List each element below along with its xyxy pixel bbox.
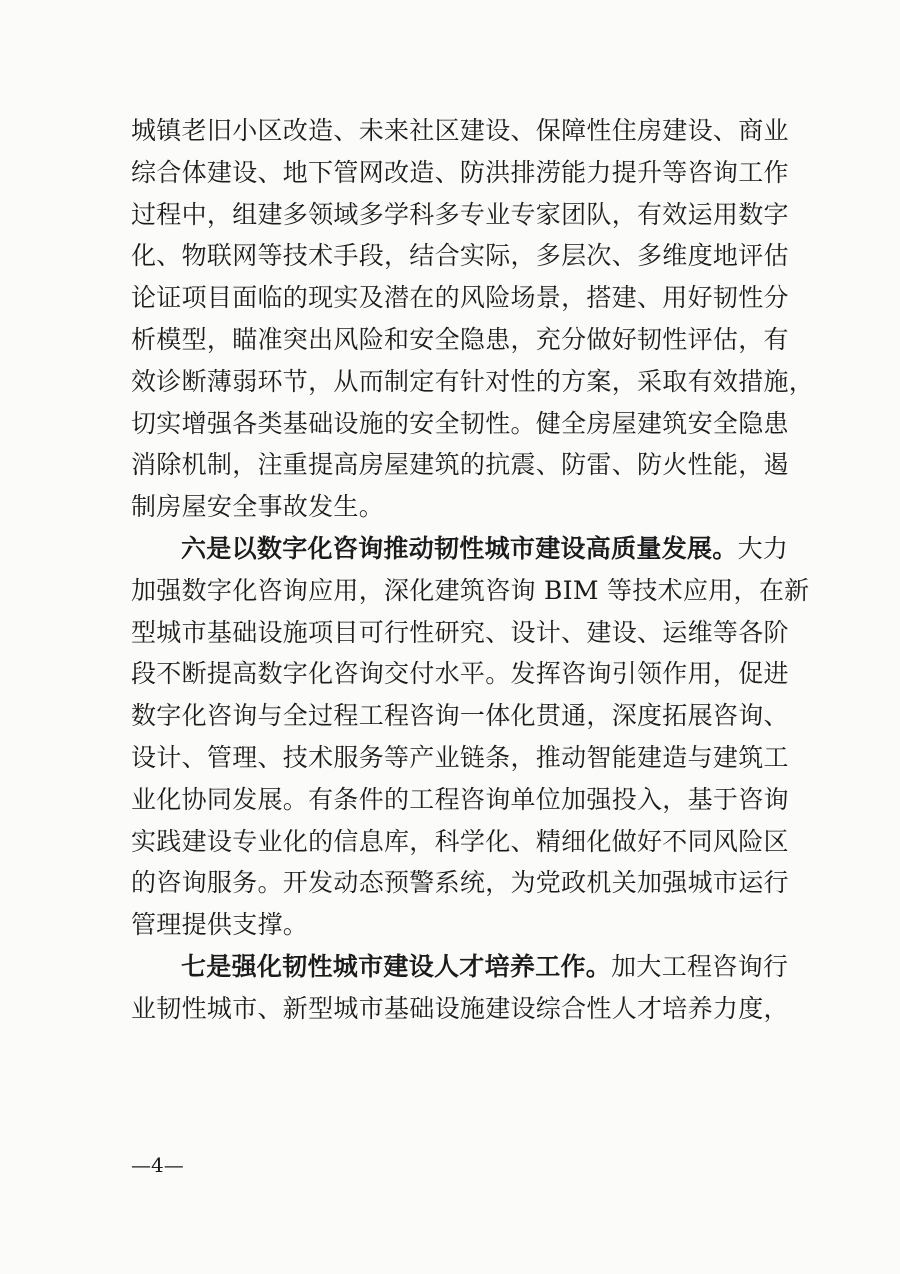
- text-line: 切实增强各类基础设施的安全韧性。健全房屋建筑安全隐患: [131, 408, 789, 438]
- text-line: 城镇老旧小区改造、未来社区建设、保障性住房建设、商业: [131, 116, 789, 145]
- body-text: [131, 110, 815, 1030]
- text-line: 消除机制，注重提高房屋建筑的抗震、防雷、防火性能，遏: [131, 450, 789, 480]
- text-line: 业韧性城市、新型城市基础设施建设综合性人才培养力度，: [131, 993, 789, 1023]
- text-segment: 加大工程咨询行: [611, 951, 789, 981]
- text-line: 管理提供支撑。: [131, 910, 309, 940]
- paragraph-first-line: [131, 528, 789, 570]
- text-line: 型城市基础设施项目可行性研究、设计、建设、运维等各阶: [131, 617, 789, 647]
- text-line: 业化协同发展。有条件的工程咨询单位加强投入，基于咨询: [131, 784, 789, 814]
- text-segment: 大力: [737, 533, 789, 563]
- text-line: 加强数字化咨询应用，深化建筑咨询 BIM 等技术应用，在新: [131, 575, 810, 605]
- text-line: 实践建设专业化的信息库，科学化、精细化做好不同风险区: [131, 826, 789, 856]
- text-line: 制房屋安全事故发生。: [131, 492, 385, 522]
- text-line: 综合体建设、地下管网改造、防洪排涝能力提升等咨询工作: [131, 157, 789, 187]
- text-line: 设计、管理、技术服务等产业链条，推动智能建造与建筑工: [131, 742, 789, 772]
- text-line: 化、物联网等技术手段，结合实际，多层次、多维度地评估: [131, 241, 789, 271]
- text-line: 数字化咨询与全过程工程咨询一体化贯通，深度拓展咨询、: [131, 701, 789, 731]
- text-line: 的咨询服务。开发动态预警系统，为党政机关加强城市运行: [131, 868, 789, 898]
- text-line: 论证项目面临的现实及潜在的风险场景，搭建、用好韧性分: [131, 283, 789, 313]
- text-line: 效诊断薄弱环节，从而制定有针对性的方案，采取有效措施，: [131, 366, 815, 396]
- text-line: 段不断提高数字化咨询交付水平。发挥咨询引领作用，促进: [131, 659, 789, 689]
- text-line: 析模型，瞄准突出风险和安全隐患，充分做好韧性评估，有: [131, 324, 789, 354]
- paragraph-heading: 七是强化韧性城市建设人才培养工作。: [181, 951, 612, 981]
- text-line: 过程中，组建多领域多学科多专业专家团队，有效运用数字: [131, 199, 789, 229]
- paragraph-first-line: [131, 946, 789, 988]
- page-number: —4—: [131, 1153, 184, 1177]
- paragraph-heading: 六是以数字化咨询推动韧性城市建设高质量发展。: [181, 533, 738, 563]
